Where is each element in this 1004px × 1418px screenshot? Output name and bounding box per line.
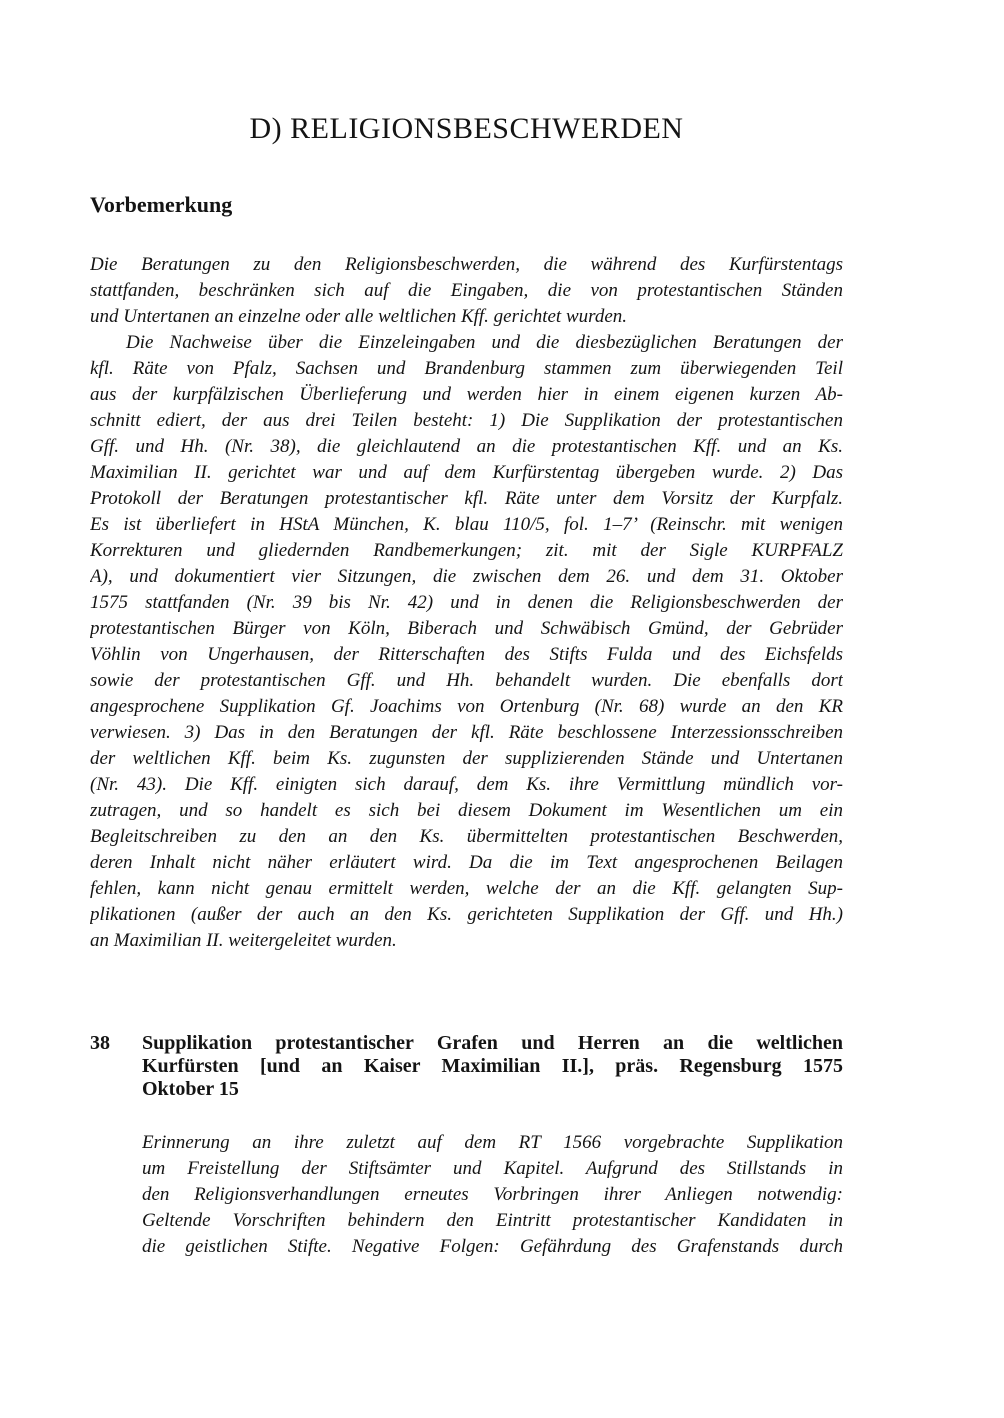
text-line: A), und dokumentiert vier Sitzungen, die zwischen dem 26. und dem 31. Oktober <box>90 566 843 587</box>
text-line: Supplikation protestantischer Grafen und Herren an die weltlichen <box>142 1032 843 1054</box>
text-line: Gff. und Hh. (Nr. 38), die gleichlautend an die protestantischen Kff. und an Ks. <box>90 436 843 457</box>
text-line: Protokoll der Beratungen protestantischer kfl. Räte unter dem Vorsitz der Kurpfalz. <box>90 488 843 509</box>
text-line: deren Inhalt nicht näher erläutert wird. Da die im Text angesprochenen Beilagen <box>90 852 843 873</box>
text-line: an Maximilian II. weitergeleitet wurden. <box>90 930 397 951</box>
intro-block <box>90 252 843 954</box>
text-line: zutragen, und so handelt es sich bei diesem Dokument im Wesentlichen um ein <box>90 800 843 821</box>
entry-38 <box>90 1032 843 1260</box>
text-line: den Religionsverhandlungen erneutes Vorbringen ihrer Anliegen notwendig: <box>142 1184 843 1205</box>
text-line: und Untertanen an einzelne oder alle weltlichen Kff. gerichtet wurden. <box>90 306 628 327</box>
text-line: Die Nachweise über die Einzeleingaben und die diesbezüglichen Beratungen der <box>126 332 843 353</box>
text-line: kfl. Räte von Pfalz, Sachsen und Brandenburg stammen zum überwiegenden Teil <box>90 358 843 379</box>
entry-regest <box>142 1130 843 1260</box>
text-line: (Nr. 43). Die Kff. einigten sich darauf, dem Ks. ihre Vermittlung mündlich vor- <box>90 774 843 795</box>
text-line: verwiesen. 3) Das in den Beratungen der kfl. Räte beschlossene Interzessionsschreiben <box>90 722 843 743</box>
text-line: um Freistellung der Stiftsämter und Kapitel. Aufgrund des Stillstands in <box>142 1158 843 1179</box>
text-line: Kurfürsten [und an Kaiser Maximilian II.], präs. Regensburg 1575 <box>142 1055 843 1077</box>
intro-paragraph-2 <box>90 330 843 954</box>
section-title: Vorbemerkung <box>90 192 233 217</box>
text-line: Es ist überliefert in HStA München, K. blau 110/5, fol. 1–7’ (Reinschr. mit wenigen <box>90 514 843 535</box>
text-line: angesprochene Supplikation Gf. Joachims von Ortenburg (Nr. 68) wurde an den KR <box>90 696 843 717</box>
text-line: Oktober 15 <box>142 1078 239 1100</box>
text-line: Maximilian II. gerichtet war und auf dem Kurfürstentag übergeben wurde. 2) Das <box>90 462 843 483</box>
text-line: protestantischen Bürger von Köln, Biberach und Schwäbisch Gmünd, der Gebrüder <box>90 618 843 639</box>
intro-paragraph-1 <box>90 252 843 330</box>
text-line: Begleitschreiben zu den an den Ks. übermittelten protestantischen Beschwerden, <box>90 826 843 847</box>
entry-title <box>142 1032 843 1101</box>
text-line: Vöhlin von Ungerhausen, der Ritterschaften des Stifts Fulda und des Eichsfelds <box>90 644 843 665</box>
text-line: fehlen, kann nicht genau ermittelt werden, welche der an die Kff. gelangten Sup- <box>90 878 843 899</box>
text-line: Erinnerung an ihre zuletzt auf dem RT 1566 vorgebrachte Supplikation <box>142 1132 843 1153</box>
page-content <box>90 0 843 1260</box>
text-line: 1575 stattfanden (Nr. 39 bis Nr. 42) und in denen die Religionsbeschwerden der <box>90 592 843 613</box>
chapter-heading: D) RELIGIONSBESCHWERDEN <box>249 112 684 145</box>
text-line: aus der kurpfälzischen Überlieferung und werden hier in einem eigenen kurzen Ab- <box>90 384 843 405</box>
text-line: der weltlichen Kff. beim Ks. zugunsten der supplizierenden Stände und Untertanen <box>90 748 843 769</box>
text-line: plikationen (außer der auch an den Ks. gerichteten Supplikation der Gff. und Hh.) <box>90 904 843 925</box>
text-line: schnitt ediert, der aus drei Teilen besteht: 1) Die Supplikation der protestantischen <box>90 410 843 431</box>
text-line: die geistlichen Stifte. Negative Folgen: Gefährdung des Grafenstands durch <box>142 1236 843 1257</box>
text-line: Die Beratungen zu den Religionsbeschwerden, die während des Kurfürstentags <box>90 254 843 275</box>
text-line: sowie der protestantischen Gff. und Hh. behandelt wurden. Die ebenfalls dort <box>90 670 843 691</box>
text-line: Korrekturen und gliedernden Randbemerkungen; zit. mit der Sigle KURPFALZ <box>90 540 843 561</box>
text-line: stattfanden, beschränken sich auf die Eingaben, die von protestantischen Ständen <box>90 280 843 301</box>
entry-number: 38 <box>90 1032 110 1054</box>
text-line: Geltende Vorschriften behindern den Eintritt protestantischer Kandidaten in <box>142 1210 843 1231</box>
